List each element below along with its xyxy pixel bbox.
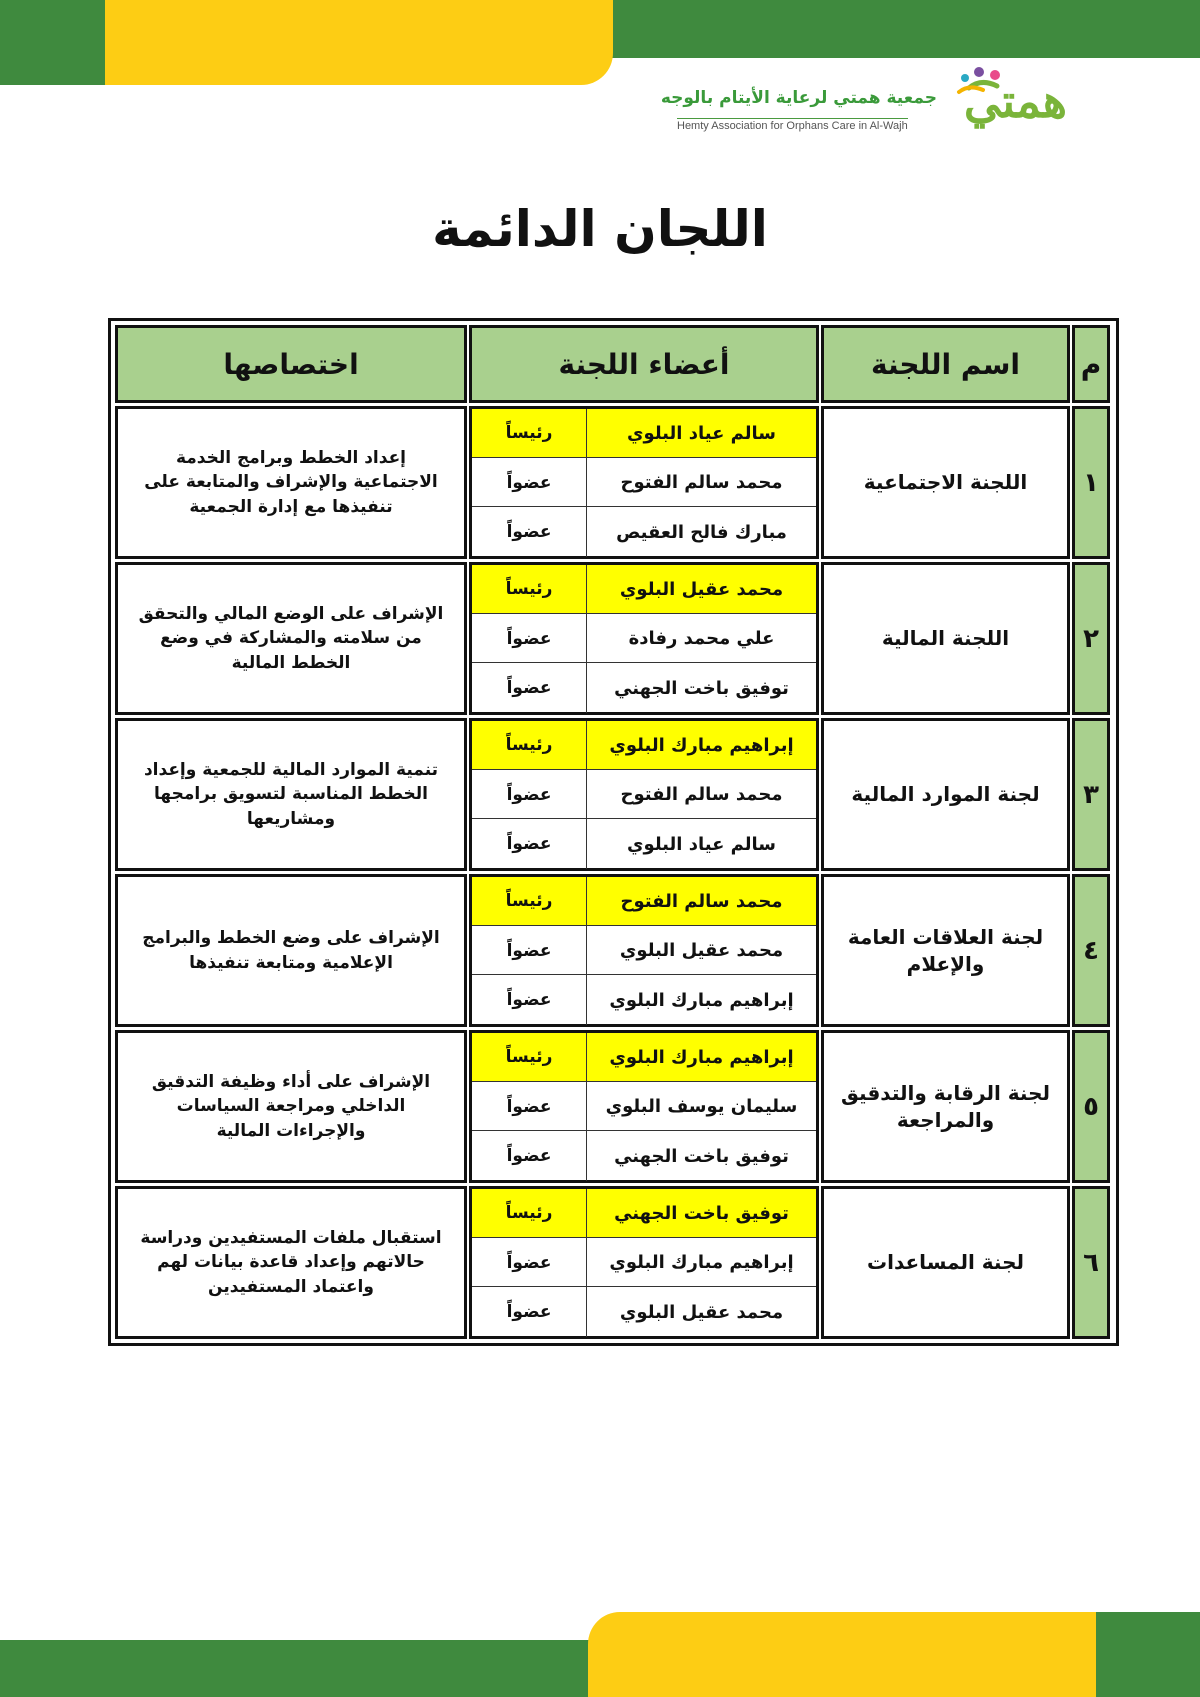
- member-name: سليمان يوسف البلوي: [586, 1082, 816, 1131]
- member-name: إبراهيم مبارك البلوي: [586, 721, 816, 769]
- committees-table: [108, 318, 1119, 1346]
- committee-name: لجنة العلاقات العامة والإعلام: [821, 874, 1070, 1027]
- member-role: عضواً: [506, 1096, 552, 1117]
- bottom-green-corner: [1096, 1612, 1200, 1697]
- row-number: ٣: [1072, 718, 1110, 871]
- member-name: توفيق باخت الجهني: [586, 1189, 816, 1237]
- committee-members: [469, 874, 819, 1027]
- top-green-corner: [0, 0, 105, 85]
- member-row-chair: [472, 721, 816, 769]
- member-role: عضواً: [506, 990, 552, 1010]
- committee-name: اللجنة الاجتماعية: [821, 406, 1070, 559]
- member-role: رئيساً: [505, 579, 553, 599]
- member-row: [472, 818, 816, 869]
- member-row: [472, 1130, 816, 1181]
- member-name: سالم عياد البلوي: [586, 819, 816, 869]
- org-name-english: Hemty Association for Orphans Care in Al-Wajh: [677, 120, 908, 132]
- member-role: عضواً: [506, 1302, 552, 1322]
- top-yellow-band: [105, 0, 613, 85]
- member-name: محمد سالم الفتوح: [586, 770, 816, 819]
- committee-name: لجنة الرقابة والتدقيق والمراجعة: [821, 1030, 1070, 1183]
- committee-members: [469, 1186, 819, 1339]
- member-row: [472, 974, 816, 1025]
- row-number: ٢: [1072, 562, 1110, 715]
- member-row: [472, 506, 816, 557]
- member-row: [472, 613, 816, 663]
- member-role: رئيساً: [505, 1047, 553, 1067]
- member-name: إبراهيم مبارك البلوي: [586, 1033, 816, 1081]
- row-number: ٥: [1072, 1030, 1110, 1183]
- member-role: عضواً: [506, 678, 552, 698]
- logo-wordmark: همتي: [963, 74, 1067, 128]
- committee-tasks: الإشراف على الوضع المالي والتحقق من سلامته والمشاركة في وضع الخطط المالية: [115, 562, 467, 715]
- member-name: محمد سالم الفتوح: [586, 877, 816, 925]
- member-role: عضواً: [506, 1146, 552, 1166]
- member-name: علي محمد رفادة: [586, 614, 816, 663]
- header-tasks: اختصاصها: [115, 325, 467, 403]
- committee-members: [469, 406, 819, 559]
- row-number: ٦: [1072, 1186, 1110, 1339]
- header-committee-name: اسم اللجنة: [821, 325, 1070, 403]
- member-role: رئيساً: [505, 1203, 553, 1223]
- member-row-chair: [472, 1033, 816, 1081]
- header-number: م: [1072, 325, 1110, 403]
- committee-members: [469, 562, 819, 715]
- committee-tasks: إعداد الخطط وبرامج الخدمة الاجتماعية والإشراف والمتابعة على تنفيذها مع إدارة الجمعية: [115, 406, 467, 559]
- org-name-arabic: جمعية همتي لرعاية الأيتام بالوجه: [660, 88, 937, 108]
- committee-tasks: الإشراف على أداء وظيفة التدقيق الداخلي ومراجعة السياسات والإجراءات المالية: [115, 1030, 467, 1183]
- member-role: عضواً: [506, 522, 552, 542]
- member-role: عضواً: [506, 1252, 552, 1273]
- member-role: عضواً: [506, 472, 552, 493]
- member-role: رئيساً: [505, 735, 553, 755]
- committee-name: اللجنة المالية: [821, 562, 1070, 715]
- member-name: محمد سالم الفتوح: [586, 458, 816, 507]
- member-row: [472, 662, 816, 713]
- member-role: رئيساً: [505, 891, 553, 911]
- member-role: عضواً: [506, 628, 552, 649]
- logo-mark: [939, 66, 1067, 144]
- member-row: [472, 1286, 816, 1337]
- committee-members: [469, 1030, 819, 1183]
- member-name: محمد عقيل البلوي: [586, 926, 816, 975]
- member-role: رئيساً: [505, 423, 553, 443]
- row-number: ٤: [1072, 874, 1110, 1027]
- header-members: أعضاء اللجنة: [469, 325, 819, 403]
- member-role: عضواً: [506, 834, 552, 854]
- committee-tasks: استقبال ملفات المستفيدين ودراسة حالاتهم وإعداد قاعدة بيانات لهم واعتماد المستفيدين: [115, 1186, 467, 1339]
- member-name: سالم عياد البلوي: [586, 409, 816, 457]
- committee-tasks: تنمية الموارد المالية للجمعية وإعداد الخطط المناسبة لتسويق برامجها ومشاريعها: [115, 718, 467, 871]
- member-row-chair: [472, 409, 816, 457]
- member-row: [472, 769, 816, 819]
- member-row-chair: [472, 877, 816, 925]
- member-name: توفيق باخت الجهني: [586, 663, 816, 713]
- committee-name: لجنة المساعدات: [821, 1186, 1070, 1339]
- committee-members: [469, 718, 819, 871]
- member-name: محمد عقيل البلوي: [586, 565, 816, 613]
- member-name: إبراهيم مبارك البلوي: [586, 1238, 816, 1287]
- member-name: إبراهيم مبارك البلوي: [586, 975, 816, 1025]
- association-logo: [660, 66, 1067, 144]
- member-name: محمد عقيل البلوي: [586, 1287, 816, 1337]
- member-row: [472, 1081, 816, 1131]
- member-role: عضواً: [506, 784, 552, 805]
- page-title: اللجان الدائمة: [432, 200, 768, 258]
- member-name: توفيق باخت الجهني: [586, 1131, 816, 1181]
- member-row: [472, 457, 816, 507]
- member-row-chair: [472, 565, 816, 613]
- committee-name: لجنة الموارد المالية: [821, 718, 1070, 871]
- member-row: [472, 1237, 816, 1287]
- member-name: مبارك فالح العقيص: [586, 507, 816, 557]
- member-row: [472, 925, 816, 975]
- committee-tasks: الإشراف على وضع الخطط والبرامج الإعلامية ومتابعة تنفيذها: [115, 874, 467, 1027]
- member-role: عضواً: [506, 940, 552, 961]
- member-row-chair: [472, 1189, 816, 1237]
- bottom-yellow-band: [588, 1612, 1096, 1697]
- row-number: ١: [1072, 406, 1110, 559]
